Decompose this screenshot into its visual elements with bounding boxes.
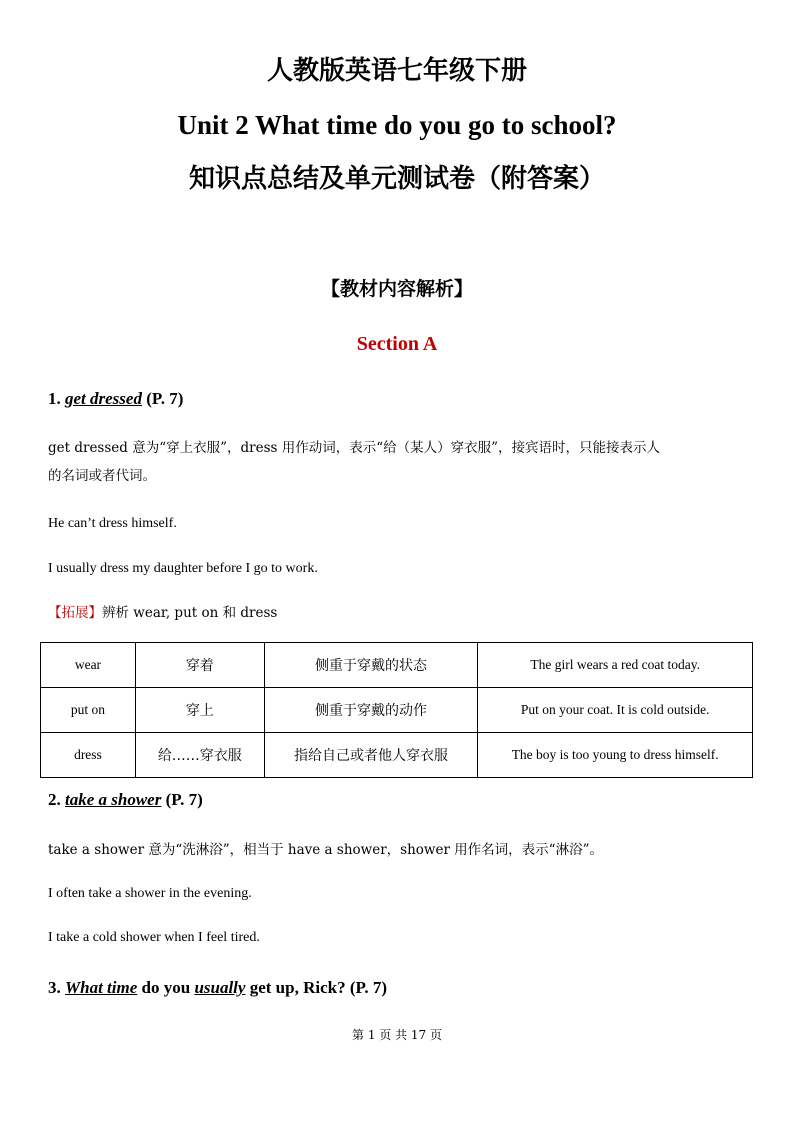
item-1-explanation-line-2: 的名词或者代词。 <box>48 468 156 484</box>
item-1-example-2: I usually dress my daughter before I go to work. <box>48 561 318 576</box>
item-3-phrase-2: usually <box>194 978 246 997</box>
item-1-example-1: He can’t dress himself. <box>48 516 177 531</box>
item-2-page: (P. 7) <box>161 790 203 809</box>
table-cell-example: Put on your coat. It is cold outside. <box>478 688 753 733</box>
table-cell-meaning: 穿着 <box>135 643 264 688</box>
table-cell-note: 指给自己或者他人穿衣服 <box>264 733 478 778</box>
title-line-1: 人教版英语七年级下册 <box>266 56 527 86</box>
item-3-mid: do you <box>137 978 195 997</box>
expand-text: 辨析 wear, put on 和 dress <box>102 605 278 621</box>
item-3-heading <box>48 977 387 999</box>
table-cell-example: The boy is too young to dress himself. <box>478 733 753 778</box>
table-cell-note: 侧重于穿戴的动作 <box>264 688 478 733</box>
table-cell-word: dress <box>41 733 136 778</box>
table-row <box>41 688 753 733</box>
item-2-heading <box>48 789 203 811</box>
item-2-example-1: I often take a shower in the evening. <box>48 886 252 901</box>
item-1-number: 1. <box>48 389 65 408</box>
title-line-2: Unit 2 What time do you go to school? <box>177 110 617 140</box>
section-a-heading: Section A <box>356 333 438 355</box>
item-2-example-2: I take a cold shower when I feel tired. <box>48 930 260 945</box>
item-2-phrase: take a shower <box>65 790 162 809</box>
table-row <box>41 643 753 688</box>
section-heading: 【教材内容解析】 <box>320 278 473 300</box>
item-3-phrase-1: What time <box>65 978 138 997</box>
item-1-expand <box>48 599 748 627</box>
table-cell-meaning: 给……穿衣服 <box>135 733 264 778</box>
item-2-number: 2. <box>48 790 65 809</box>
page-footer: 第 1 页 共 17 页 <box>352 1028 442 1042</box>
item-3-number: 3. <box>48 978 65 997</box>
table-cell-note: 侧重于穿戴的状态 <box>264 643 478 688</box>
table-cell-example: The girl wears a red coat today. <box>478 643 753 688</box>
item-1-heading <box>48 388 183 410</box>
item-1-explanation <box>48 434 748 490</box>
item-3-rest: get up, Rick? (P. 7) <box>245 978 387 997</box>
item-1-phrase: get dressed <box>65 389 142 408</box>
table-cell-word: put on <box>41 688 136 733</box>
item-1-explanation-line-1: get dressed 意为“穿上衣服”，dress 用作动词，表示“给（某人）穿衣服”，接宾语时，只能接表示人 <box>48 440 661 456</box>
comparison-table <box>40 642 753 778</box>
item-2-explanation: take a shower 意为“洗淋浴”，相当于 have a shower，shower 用作名词，表示“淋浴”。 <box>48 842 603 858</box>
item-1-page: (P. 7) <box>141 389 184 408</box>
table-row <box>41 733 753 778</box>
table-cell-word: wear <box>41 643 136 688</box>
table-cell-meaning: 穿上 <box>135 688 264 733</box>
expand-tag: 【拓展】 <box>48 605 102 621</box>
title-line-3: 知识点总结及单元测试卷（附答案） <box>188 164 605 194</box>
